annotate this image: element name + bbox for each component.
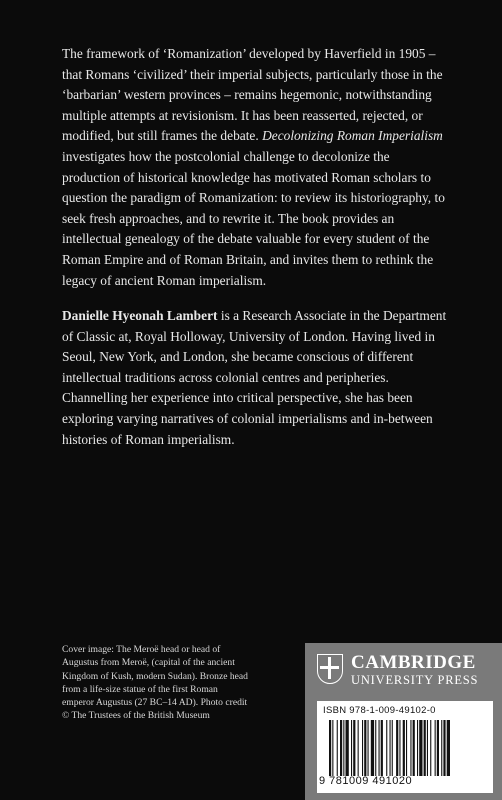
publisher-logo — [317, 653, 478, 688]
cambridge-crest-icon — [317, 654, 343, 684]
barcode-icon — [329, 720, 487, 776]
author-name: Danielle Hyeonah Lambert — [62, 308, 218, 323]
blurb-text-part1: The framework of ‘Romanization’ developed by Haverfield in 1905 – that Romans ‘civilized’ their imperial subjects, particularly those in the ‘barbarian’ western provinces – remains hegemonic, notwithstanding multiple attempts at revisionism. It has been reasserted, rejected, or modified, but still frames the debate. — [62, 46, 443, 144]
isbn-label: ISBN 978-1-009-49102-0 — [323, 705, 436, 716]
isbn-barcode-box — [317, 701, 493, 793]
book-title-italic: Decolonizing Roman Imperialism — [262, 128, 443, 144]
blurb-text-part2: investigates how the postcolonial challenge to decolonize the production of historical knowledge has motivated Roman scholars to question the paradigm of Romanization: to review its historiography, to seek fresh approaches, and to rewrite it. The book provides an intellectual genealogy of the debate valuable for every student of the Roman Empire and of Roman Britain, and invites them to rethink the legacy of ancient Roman imperialism. — [62, 148, 445, 288]
barcode-digits: 9 781009 491020 — [319, 775, 413, 787]
publisher-subname: UNIVERSITY PRESS — [351, 673, 479, 687]
publisher-name: CAMBRIDGE — [351, 652, 476, 673]
cover-image-credit: Cover image: The Meroë head or head of Augustus from Meroë, (capital of the ancient Kingdom of Kush, modern Sudan). Bronze head from a life-size statue of the first Roman emperor Augustus (27 BC–14 AD). Photo credit © The Trustees of the British Museum — [62, 644, 248, 722]
author-bio — [62, 306, 448, 450]
publisher-panel — [305, 643, 502, 800]
author-bio-text: is a Research Associate in the Department of Classic at, Royal Holloway, University of London. Having lived in Seoul, New York, and London, she became conscious of different intellectual traditions across colonial centres and peripheries. Channelling her experience into critical perspective, she has been exploring varying narratives of colonial imperialisms and in-between histories of Roman imperialism. — [62, 308, 447, 447]
back-cover-blurb — [62, 44, 448, 291]
